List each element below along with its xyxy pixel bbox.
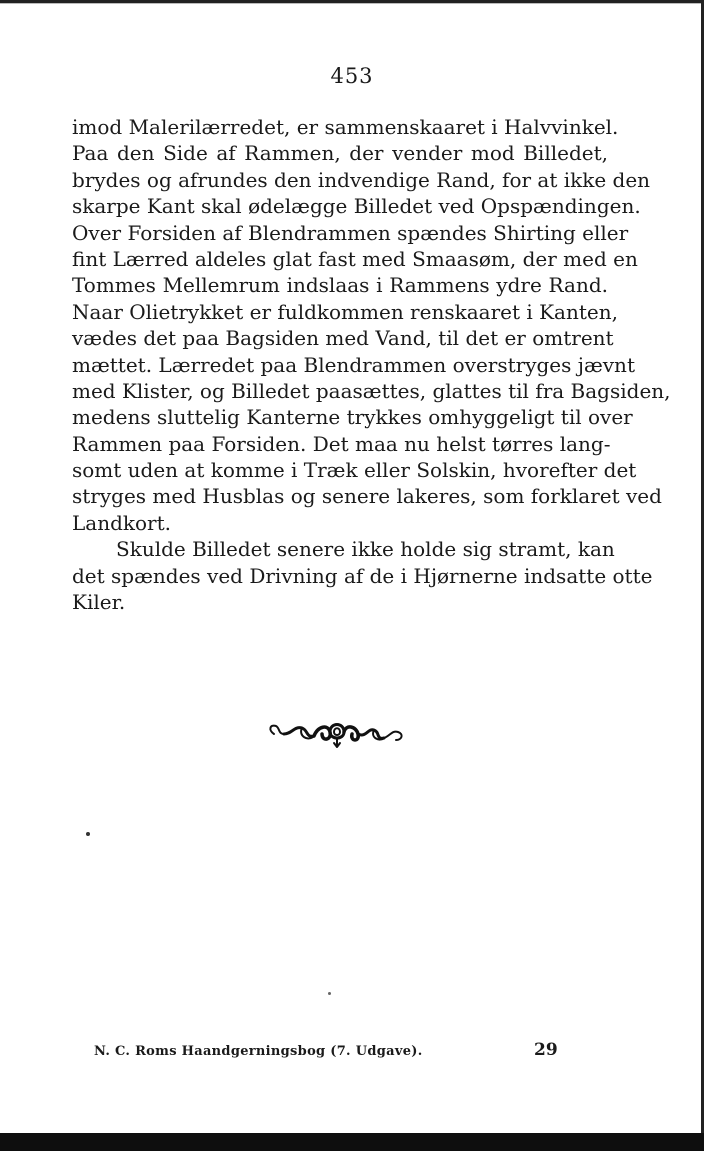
text-line: Tommes Mellemrum indslaas i Rammens ydre Rand. (72, 273, 608, 298)
text-line: vædes det paa Bagsiden med Vand, til det er omtrent (72, 326, 614, 351)
text-line: det spændes ved Drivning af de i Hjørnerne indsatte otte (72, 563, 653, 588)
text-line: mættet. Lærredet paa Blendrammen overstryges jævnt (72, 352, 635, 377)
text-line: brydes og afrundes den indvendige Rand, for at ikke den (72, 167, 651, 192)
scan-border-bottom (0, 1133, 704, 1151)
text-line: Naar Olietrykket er fuldkommen renskaaret i Kanten, (72, 299, 618, 324)
text-line: stryges med Husblas og senere lakeres, som forklaret ved (72, 484, 662, 509)
print-speck (86, 832, 90, 836)
text-line: skarpe Kant skal ødelægge Billedet ved Opspændingen. (72, 194, 641, 219)
decorative-vignette-icon (264, 712, 410, 754)
text-line: somt uden at komme i Træk eller Solskin, hvorefter det (72, 458, 637, 483)
page-number: 453 (330, 64, 374, 88)
text-line: imod Malerilærredet, er sammenskaaret i Halvvinkel. (72, 115, 619, 139)
body-text (72, 114, 671, 615)
paragraph-end-line: Landkort. (72, 510, 172, 535)
text-line: Over Forsiden af Blendrammen spændes Shirting eller (72, 220, 629, 245)
text-line: fint Lærred aldeles glat fast med Smaasøm, der med en (72, 246, 638, 271)
text-line: medens sluttelig Kanterne trykkes omhyggeligt til over (72, 405, 633, 430)
paragraph-start-line: Skulde Billedet senere ikke holde sig stramt, kan (116, 537, 615, 562)
text-line: med Klister, og Billedet paasættes, glattes til fra Bagsiden, (72, 378, 671, 403)
signature-line: N. C. Roms Haandgerningsbog (7. Udgave). (94, 1044, 423, 1059)
text-line: Rammen paa Forsiden. Det maa nu helst tørres lang- (72, 431, 611, 456)
scan-border-top-shadow (0, 3, 704, 4)
paragraph-end-line: Kiler. (72, 590, 126, 615)
text-line: Paa den Side af Rammen, der vender mod Billedet, (72, 141, 608, 166)
print-speck (328, 992, 331, 995)
sheet-number: 29 (534, 1040, 558, 1060)
